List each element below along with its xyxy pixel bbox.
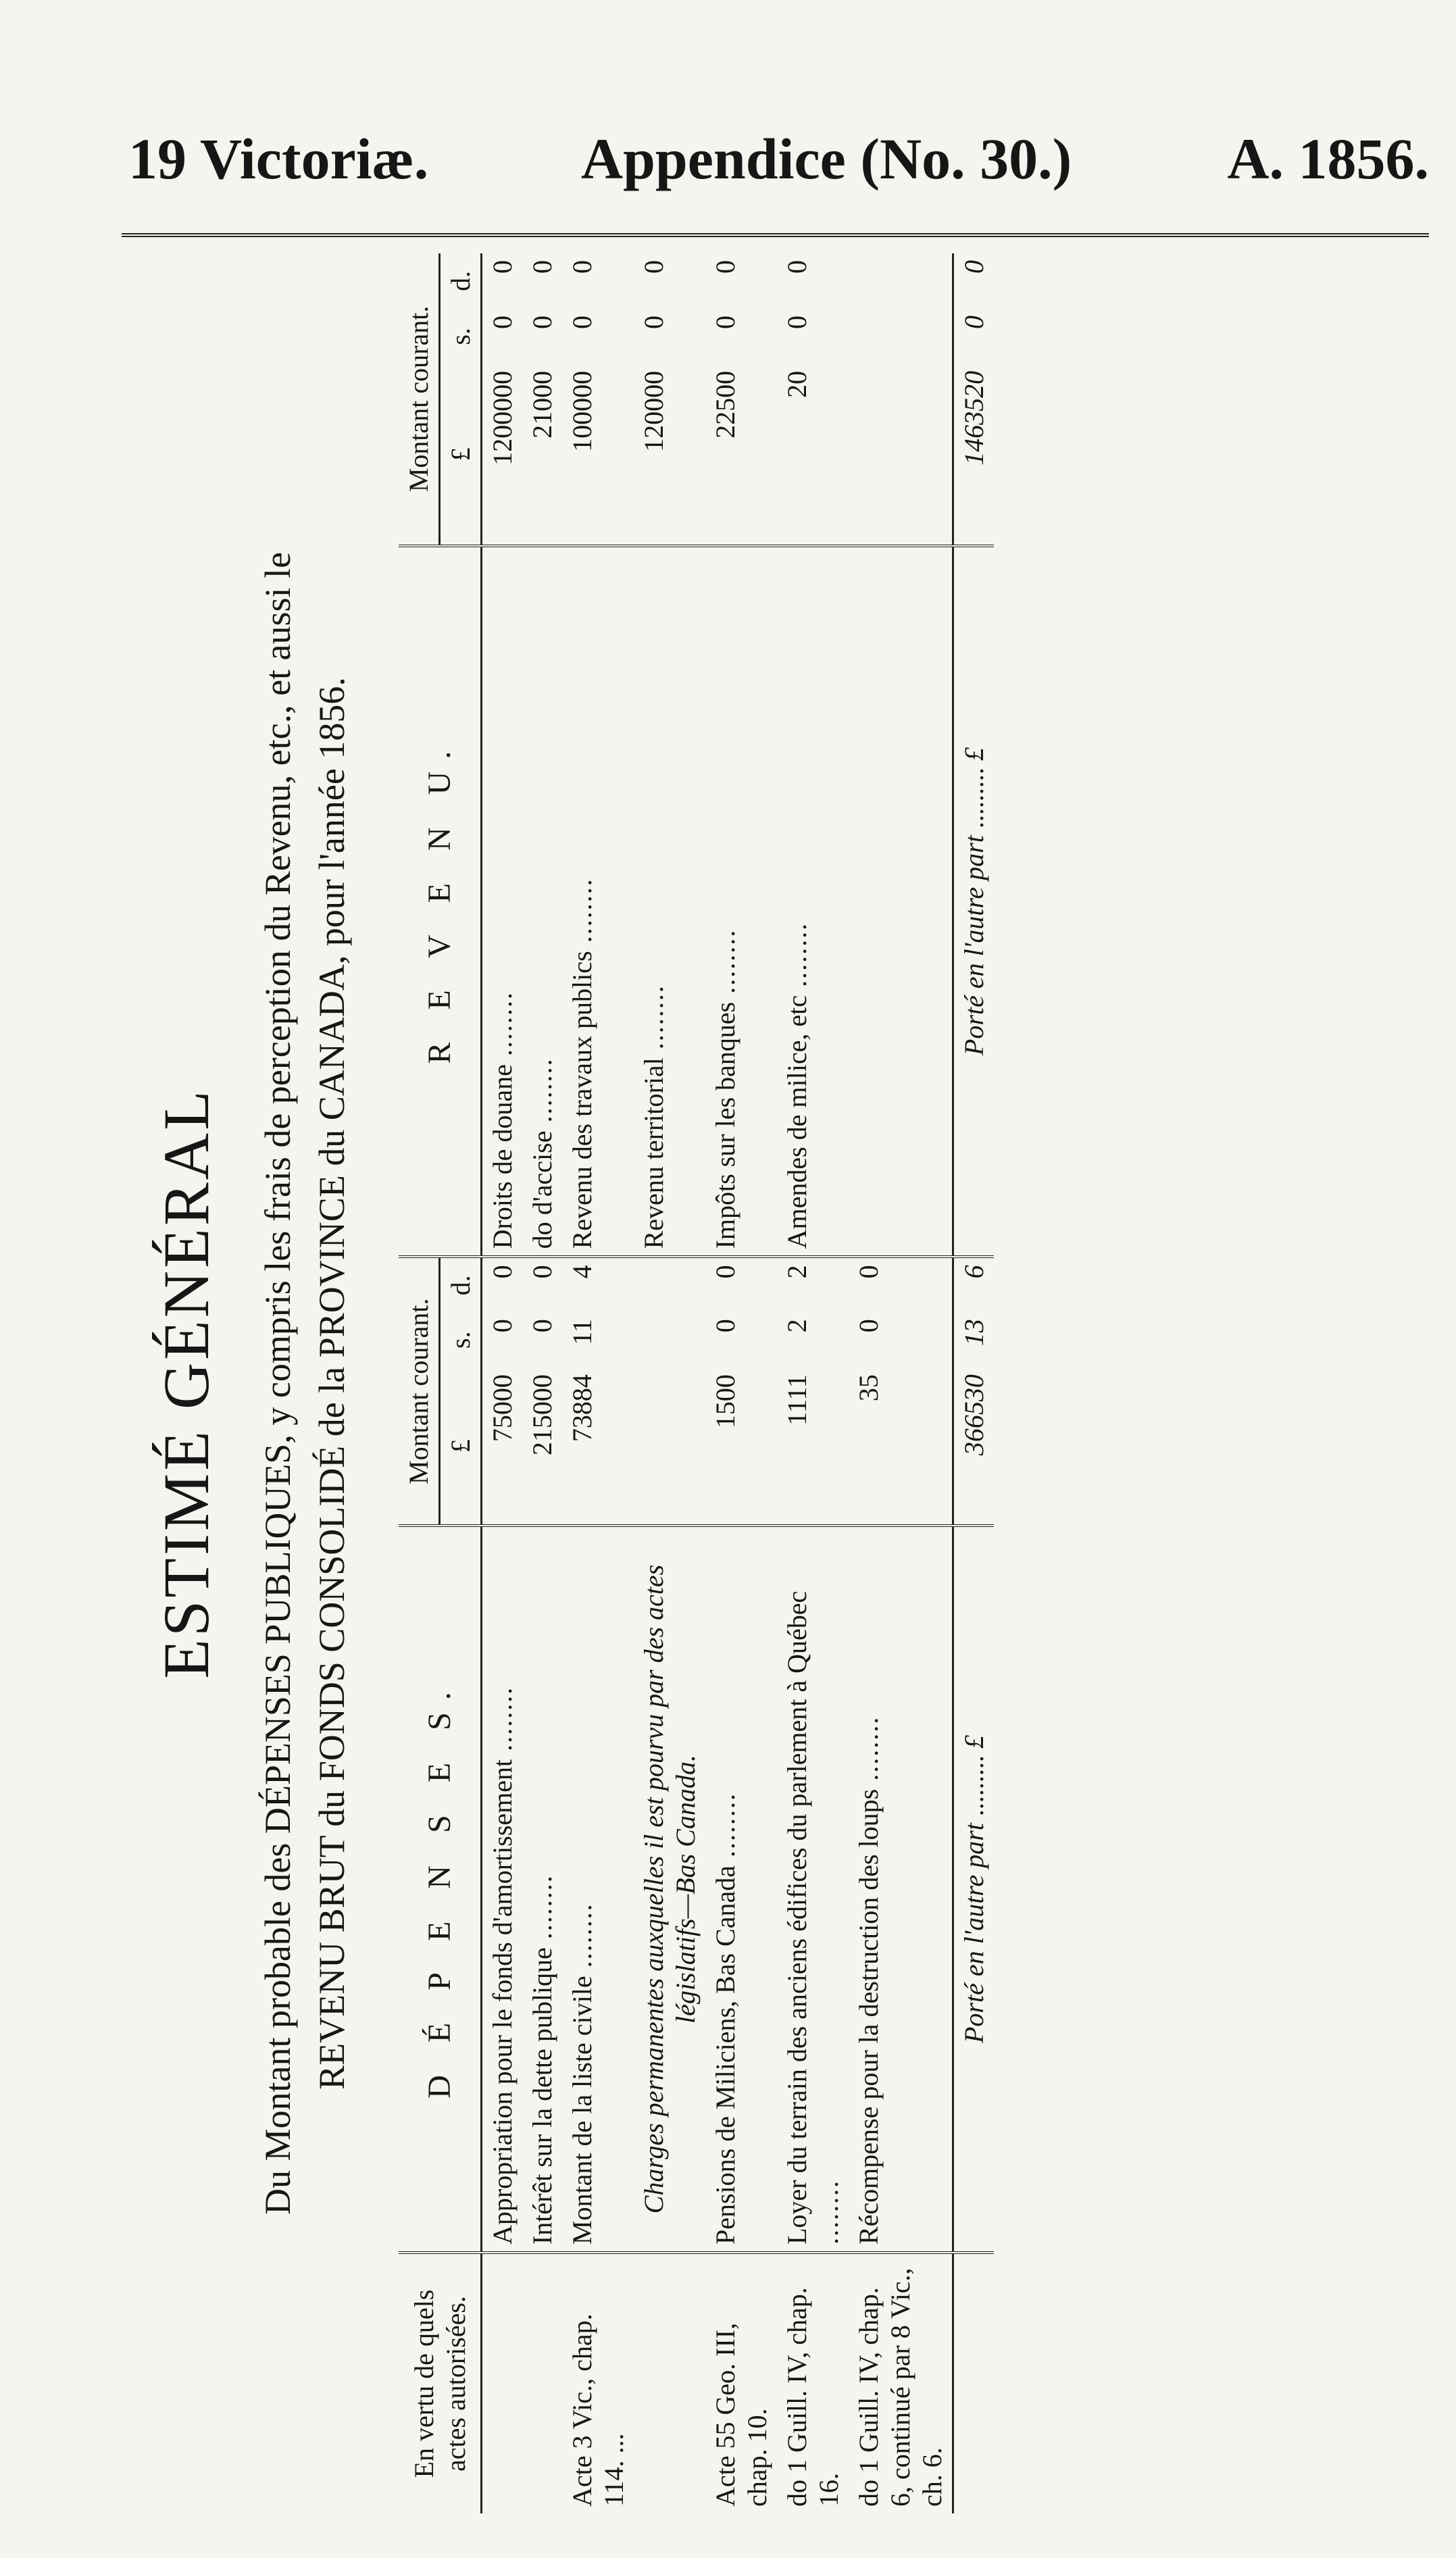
document-subtitle-line2: REVENU BRUT du FONDS CONSOLIDÉ de la PROVINCE du CANADA, pour l'année 1856. <box>311 677 352 2090</box>
row-rev-shillings: 0 <box>710 315 740 329</box>
unit-pence: d. <box>440 1257 482 1312</box>
totals-revenue-cell: Porté en l'autre part ......... £ <box>953 546 995 1257</box>
totals-expense-pound-sign: £ <box>959 1735 989 1749</box>
col-authority: En vertu de quels actes autorisées. <box>399 2253 482 2513</box>
row-rev-pounds <box>849 364 953 546</box>
row-pounds: 75000 <box>482 1368 523 1526</box>
row-authority <box>522 2253 562 2513</box>
totals-shillings: 13 <box>953 1312 995 1368</box>
table-row <box>562 253 634 2513</box>
row-revenue: Amendes de milice, etc ..... <box>777 546 849 1257</box>
row-rev-pence <box>849 253 953 309</box>
row-rev-pounds: 100000 <box>562 364 634 546</box>
table-row <box>522 253 562 2513</box>
row-expense: Appropriation pour le fonds d'amortissement ..... <box>482 1526 523 2253</box>
row-shillings: 0 <box>853 1319 884 1333</box>
running-head-right: A. 1856. <box>1227 126 1429 191</box>
unit-shilling: s. <box>440 1312 482 1368</box>
row-rev-shillings: 0 <box>638 315 669 329</box>
col-amount: Montant courant. <box>399 1257 440 1526</box>
row-expense: Loyer du terrain des anciens édifices du parlement à Québec ..... <box>777 1526 849 2253</box>
row-expense: Pensions de Miliciens, Bas Canada ..... <box>705 1526 777 2253</box>
row-rev-pence: 0 <box>567 260 597 274</box>
row-rev-pence: 0 <box>710 260 740 274</box>
row-rev-pounds: 21000 <box>522 364 562 546</box>
totals-rev-pence: 0 <box>953 253 995 309</box>
row-shillings: 0 <box>527 1319 557 1333</box>
estimate-sheet <box>108 253 1442 2513</box>
row-pounds <box>634 1368 705 1526</box>
row-authority <box>482 2253 523 2513</box>
row-revenue: Revenu territorial ..... <box>634 546 705 1257</box>
row-rev-pounds: 1200000 <box>482 364 523 546</box>
row-authority: Acte 55 Geo. III, chap. 10. <box>710 2322 772 2507</box>
row-rev-shillings <box>849 309 953 364</box>
row-rev-pence: 0 <box>782 260 812 274</box>
estimate-table <box>399 253 994 2513</box>
running-head-center: Appendice (No. 30.) <box>581 126 1072 191</box>
row-shillings: 0 <box>487 1319 518 1333</box>
row-shillings: 0 <box>710 1319 740 1333</box>
rotated-table-block <box>108 253 1442 2513</box>
table-row <box>705 253 777 2513</box>
row-authority: do 1 Guill. IV, chap. 6, continué par 8 Vic., ch. 6. <box>853 2267 947 2507</box>
totals-pence: 6 <box>953 1257 995 1312</box>
row-rev-pounds: 20 <box>777 364 849 546</box>
col-expenses: D É P E N S E S. <box>399 1526 482 2253</box>
row-rev-pounds: 22500 <box>705 364 777 546</box>
row-pence: 0 <box>487 1265 518 1279</box>
row-expense: Intérêt sur la dette publique ..... <box>522 1526 562 2253</box>
row-pounds: 1500 <box>705 1368 777 1526</box>
row-authority: do 1 Guill. IV, chap. 16. <box>782 2287 844 2507</box>
row-revenue <box>849 546 953 1257</box>
row-revenue: Droits de douane ..... <box>482 546 523 1257</box>
row-rev-pence: 0 <box>487 260 518 274</box>
unit-shilling-2: s. <box>440 309 482 364</box>
totals-expense-label: Porté en l'autre part <box>959 1823 989 2044</box>
unit-pound-2: £ <box>440 364 482 546</box>
row-rev-shillings: 0 <box>782 315 812 329</box>
document-subtitle-line1: Du Montant probable des DÉPENSES PUBLIQUES, y compris les frais de perception du Revenu, etc., et aussi le <box>257 551 298 2215</box>
row-pounds: 73884 <box>562 1368 634 1526</box>
totals-rev-pounds: 1463520 <box>953 364 995 546</box>
totals-authority-empty <box>953 2253 995 2513</box>
row-pence: 0 <box>527 1265 557 1279</box>
row-pounds: 215000 <box>522 1368 562 1526</box>
col-revenue: R E V E N U. <box>399 546 482 1257</box>
row-shillings <box>634 1312 705 1368</box>
table-row <box>634 253 705 2513</box>
row-authority <box>634 2253 705 2513</box>
table-row <box>482 253 523 2513</box>
row-rev-pounds: 120000 <box>634 364 705 546</box>
header-rule <box>122 233 1429 237</box>
row-rev-pence: 0 <box>638 260 669 274</box>
totals-revenue-pound-sign: £ <box>959 747 989 761</box>
row-revenue: Impôts sur les banques ..... <box>705 546 777 1257</box>
row-rev-shillings: 0 <box>527 315 557 329</box>
row-expense-heading: Charges permanentes auxquelles il est pourvu par des actes législatifs—Bas Canada. <box>634 1526 705 2253</box>
row-rev-shillings: 0 <box>487 315 518 329</box>
document-title: ESTIMÉ GÉNÉRAL <box>150 1088 222 1679</box>
table-row <box>849 253 953 2513</box>
totals-expense-cell: Porté en l'autre part ......... £ <box>953 1526 995 2253</box>
row-shillings: 2 <box>782 1319 812 1333</box>
row-expense: Récompense pour la destruction des loups ..... <box>849 1526 953 2253</box>
col-amount2: Montant courant. <box>399 253 440 546</box>
row-pounds: 1111 <box>777 1368 849 1526</box>
row-pence <box>634 1257 705 1312</box>
totals-row <box>953 253 995 2513</box>
row-rev-shillings: 0 <box>567 315 597 329</box>
row-pence: 2 <box>782 1265 812 1279</box>
unit-pound: £ <box>440 1368 482 1526</box>
totals-revenue-label: Porté en l'autre part <box>959 835 989 1056</box>
row-expense: Montant de la liste civile ..... <box>562 1526 634 2253</box>
running-head-left: 19 Victoriæ. <box>128 126 429 191</box>
row-revenue: Revenu des travaux publics ..... <box>562 546 634 1257</box>
row-rev-pence: 0 <box>527 260 557 274</box>
row-authority: Acte 3 Vic., chap. 114. ... <box>567 2313 629 2507</box>
totals-rev-shillings: 0 <box>953 309 995 364</box>
row-pence: 0 <box>853 1265 884 1279</box>
unit-pence-2: d. <box>440 253 482 309</box>
row-pence: 0 <box>710 1265 740 1279</box>
row-pence: 4 <box>567 1265 597 1279</box>
totals-pounds: 366530 <box>953 1368 995 1526</box>
row-shillings: 11 <box>567 1319 597 1345</box>
table-row <box>777 253 849 2513</box>
row-revenue: do d'accise ..... <box>522 546 562 1257</box>
row-pounds: 35 <box>849 1368 953 1526</box>
table-header-row <box>399 253 440 2513</box>
